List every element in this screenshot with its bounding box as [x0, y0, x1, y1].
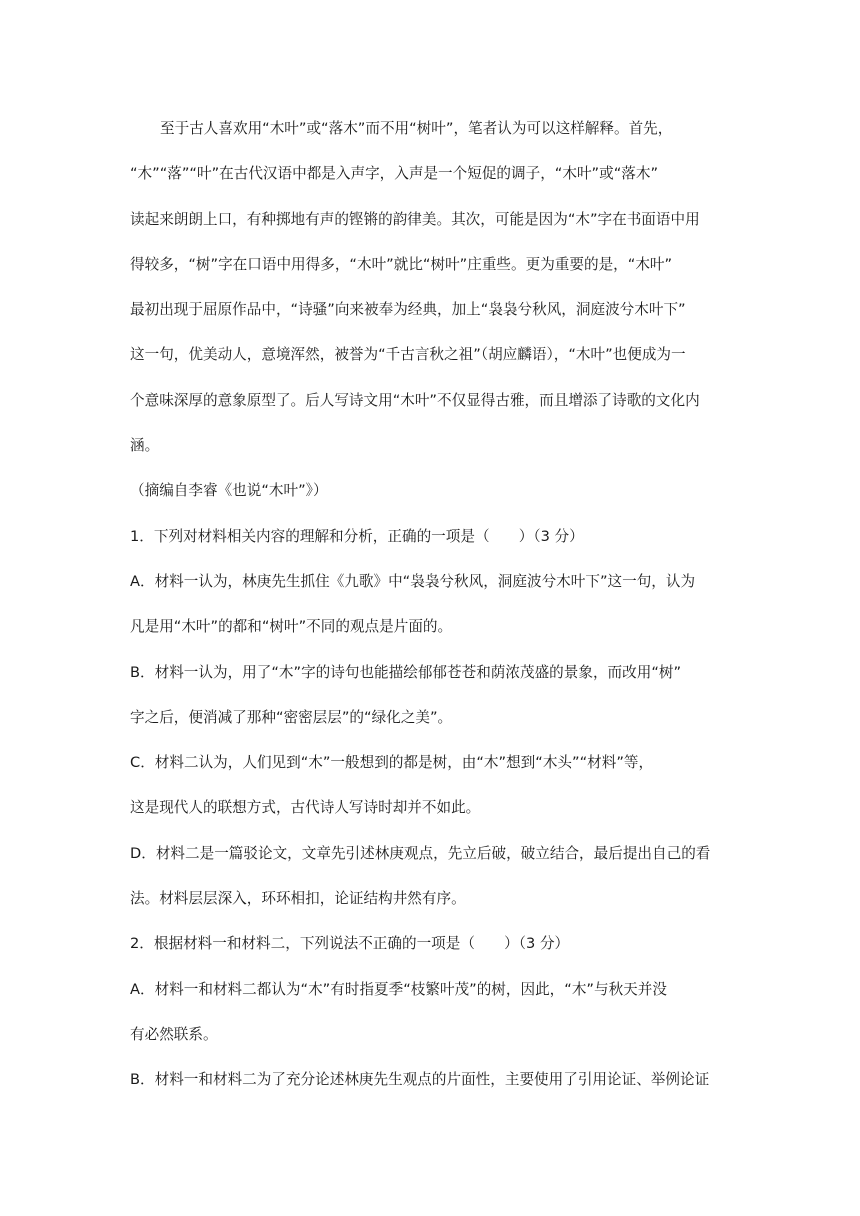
passage-line: 这一句，优美动人，意境浑然，被誉为“千古言秋之祖”（胡应麟语），“木叶”也便成为一	[130, 346, 686, 364]
question-2-option-a-cont: 有必然联系。	[130, 1025, 218, 1043]
passage-line: 得较多，“树”字在口语中用得多，“木叶”就比“树叶”庄重些。更为重要的是，“木叶”	[130, 255, 673, 273]
question-1-option-a-cont: 凡是用“木叶”的都和“树叶”不同的观点是片面的。	[130, 618, 453, 636]
question-1-option-d-cont: 法。材料层层深入，环环相扣，论证结构井然有序。	[130, 890, 466, 908]
question-2-option-b: B．材料一和材料二为了充分论述林庚先生观点的片面性，主要使用了引用论证、举例论证	[130, 1071, 710, 1089]
question-2-option-a: A．材料一和材料二都认为“木”有时指夏季“枝繁叶茂”的树，因此，“木”与秋天并没	[130, 980, 667, 998]
passage-source: （摘编自李睿《也说“木叶”》）	[130, 482, 328, 500]
passage-line: 涵。	[130, 437, 160, 455]
question-1-option-b-cont: 字之后，便消减了那种“密密层层”的“绿化之美”。	[130, 708, 453, 726]
question-1-option-c: C．材料二认为，人们见到“木”一般想到的都是树，由“木”想到“木头”“材料”等，	[130, 754, 654, 772]
passage-line: 读起来朗朗上口，有种掷地有声的铿锵的韵律美。其次，可能是因为“木”字在书面语中用	[130, 210, 700, 228]
passage-line: 个意味深厚的意象原型了。后人写诗文用“木叶”不仅显得古雅，而且增添了诗歌的文化内	[130, 391, 700, 409]
passage-line: “木”“落”“叶”在古代汉语中都是入声字，入声是一个短促的调子，“木叶”或“落木”	[130, 165, 659, 183]
question-1-option-d: D．材料二是一篇驳论文，文章先引述林庚观点，先立后破，破立结合，最后提出自己的看	[130, 844, 711, 862]
passage-line: 最初出现于屈原作品中，“诗骚”向来被奉为经典，加上“袅袅兮秋风，洞庭波兮木叶下”	[130, 301, 686, 319]
question-1-option-a: A．材料一认为，林庚先生抓住《九歌》中“袅袅兮秋风，洞庭波兮木叶下”这一句，认为	[130, 572, 696, 590]
question-2-stem: 2．根据材料一和材料二，下列说法不正确的一项是（ ）（3 分）	[130, 935, 570, 953]
document-page	[130, 106, 734, 1103]
passage-line: 至于古人喜欢用“木叶”或“落木”而不用“树叶”，笔者认为可以这样解释。首先，	[160, 120, 673, 137]
question-1-option-b: B．材料一认为，用了“木”字的诗句也能描绘郁郁苍苍和荫浓茂盛的景象，而改用“树”	[130, 663, 682, 681]
question-1-option-c-cont: 这是现代人的联想方式，古代诗人写诗时却并不如此。	[130, 799, 481, 817]
question-1-stem: 1．下列对材料相关内容的理解和分析，正确的一项是（ ）（3 分）	[130, 527, 584, 545]
